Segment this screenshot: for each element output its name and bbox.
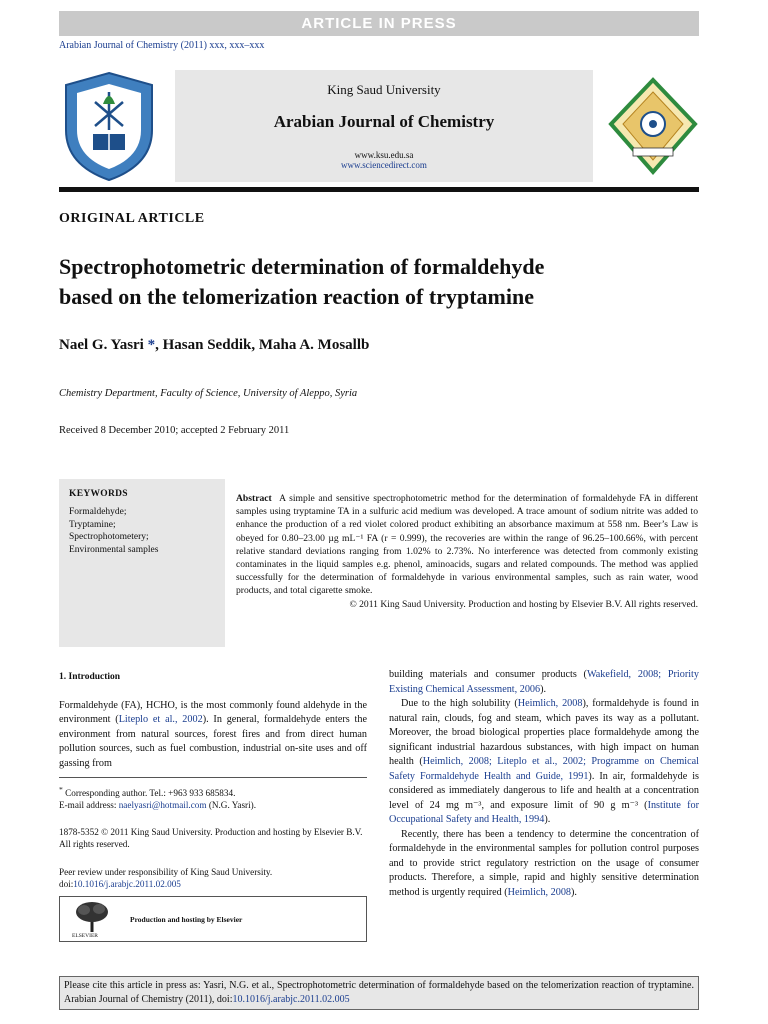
article-in-press-banner: ARTICLE IN PRESS: [59, 11, 699, 36]
elsevier-logo-text: ELSEVIER: [72, 933, 98, 939]
citation-doi-link[interactable]: 10.1016/j.arabjc.2011.02.005: [232, 994, 350, 1005]
citation-box: [59, 976, 699, 1010]
citation-link[interactable]: Heimlich, 2008: [517, 698, 583, 709]
peer-review-text: Peer review under responsibility of King Saud University.: [59, 867, 273, 877]
text-run: ).: [544, 814, 551, 825]
authors: [59, 337, 369, 354]
ksu-logo: [59, 70, 159, 182]
footnote-corresponding: * Corresponding author. Tel.: +963 933 685834.: [59, 785, 236, 799]
citation-link[interactable]: Institute for Occupational Safety and Health, 1994: [389, 799, 699, 825]
other-authors: , Hasan Seddik, Maha A. Mosallb: [155, 337, 370, 353]
keyword-item: Environmental samples: [69, 544, 159, 555]
citation-link[interactable]: Heimlich, 2008: [507, 886, 572, 898]
email-after: (N.G. Yasri).: [206, 800, 257, 811]
email-label: E-mail address:: [59, 800, 119, 811]
text-run: ), formaldehyde is found in natural rain, clouds, fog and steam, which paves its way as a pollutant. Moreover, the broad biological properties place formaldehyde among the significant industrial hazardous substances, with high impact on human health (: [389, 698, 699, 767]
text-run: building materials and consumer products (: [389, 669, 587, 680]
chemical-society-logo: [607, 76, 699, 176]
text-run: Recently, there has been a tendency to determine the concentration of formaldehyde in the environmental samples for pollution control purposes and to provide strict regulatory restriction on the usage of consumer products. Therefore, a simple, rapid and highly sensitive determination method is urgently required (: [389, 828, 699, 898]
abstract: [236, 492, 698, 611]
keyword-item: Spectrophotometery;: [69, 532, 149, 542]
masthead: [59, 70, 699, 188]
abstract-copyright: © 2011 King Saud University. Production and hosting by Elsevier B.V. All rights reserved.: [349, 598, 698, 610]
title-line-2: based on the telomerization reaction of tryptamine: [59, 284, 534, 309]
footnote-email: [59, 799, 367, 811]
author-1: Nael G. Yasri: [59, 337, 144, 353]
keyword-item: Formaldehyde;: [69, 507, 127, 517]
journal-reference[interactable]: Arabian Journal of Chemistry (2011) xxx, xxx–xxx: [59, 40, 265, 51]
citation-link[interactable]: Wakefield, 2008; Priority Existing Chemical Assessment, 2006: [389, 669, 699, 695]
footnote-rule: [59, 777, 367, 778]
journal-name: Arabian Journal of Chemistry: [273, 112, 495, 131]
corresponding-author-mark[interactable]: *: [143, 337, 156, 353]
text-run: ). In general, formaldehyde enters the environment from natural sources, forest fires and from direct human pollution sources, such as fuel combustion, industrial on-site uses and off gassing from: [59, 714, 367, 769]
citation-text: Please cite this article in press as: Yasri, N.G. et al., Spectrophotometric determination of formaldehyde based on the telomerization reaction of tryptamine. Arabian Journal of Chemistry (2011), doi:: [64, 980, 694, 1005]
peer-review-note: [59, 866, 367, 890]
text-run: Formaldehyde (FA), HCHO, is the most commonly found aldehyde in the environment (: [59, 699, 367, 725]
intro-paragraph-1: [59, 699, 367, 772]
university-name: King Saud University: [327, 82, 441, 97]
paragraph: [389, 668, 699, 697]
issn-copyright: 1878-5352 © 2011 King Saud University. Production and hosting by Elsevier B.V. All rights reserved.: [59, 827, 363, 849]
title-line-1: Spectrophotometric determination of formaldehyde: [59, 254, 545, 279]
left-column: [59, 670, 367, 771]
right-column: [389, 668, 699, 900]
abstract-text: A simple and sensitive spectrophotometric method for the determination of formaldehyde FA in different samples using tryptamine TA in a sulfuric acid medium was developed. A trace amount of sodium nitrite was added to enhance the production of a red violet colored product exhibiting an absorbance maximum at 558 nm. Beer’s Law is obeyed for 0.80–23.00 µg mL⁻¹ FA (r = 0.999), the recoveries are within the range of 96.25–100.66%, with percent relative standard deviations ranging from 1.02% to 2.73%. No interference was detected from commonly existing contaminates in the liquid samples e.g. phenol, aminoacids, sugars and related compounds. The method was applied successfully for the determination of formaldehyde in various environmental samples, such as rain water, wood products, and total cigarette smoke.: [236, 493, 699, 597]
ksu-url[interactable]: www.ksu.edu.sa: [354, 150, 414, 160]
sciencedirect-url[interactable]: www.sciencedirect.com: [341, 160, 427, 170]
text-run: ). In air, formaldehyde is considered as immediately dangerous to life and health at a concentration level of 24 mg m⁻³, and exposure limit of 90 g m⁻³ (: [389, 770, 699, 811]
abstract-label: Abstract: [236, 493, 272, 504]
corresponding-footnote: [59, 784, 367, 811]
article-title: [59, 252, 699, 312]
email-link[interactable]: naelyasri@hotmail.com: [118, 800, 207, 811]
doi-label: doi:: [59, 879, 74, 889]
keywords-box: [59, 479, 225, 647]
doi-link[interactable]: 10.1016/j.arabjc.2011.02.005: [73, 879, 181, 889]
received-dates: Received 8 December 2010; accepted 2 February 2011: [59, 425, 290, 436]
keyword-item: Tryptamine;: [69, 519, 116, 530]
elsevier-hosting-text: Production and hosting by Elsevier: [130, 915, 243, 924]
footnote-text: Corresponding author. Tel.: +963 933 685834.: [65, 788, 236, 799]
text-run: ).: [540, 683, 547, 695]
doi-line: [59, 878, 367, 890]
section-type: ORIGINAL ARTICLE: [59, 211, 205, 226]
elsevier-tree-logo: [72, 900, 112, 934]
citation-link[interactable]: Heimlich, 2008; Liteplo et al., 2002; Programme on Chemical Safety Formaldehyde Health and Guide, 1991: [389, 756, 699, 782]
affiliation: Chemistry Department, Faculty of Science, University of Aleppo, Syria: [59, 388, 358, 399]
text-run: Due to the high solubility (: [401, 698, 518, 709]
introduction-heading: 1. Introduction: [59, 672, 121, 682]
masthead-center: [175, 70, 593, 182]
elsevier-box: [59, 896, 367, 942]
citation-link[interactable]: Liteplo et al., 2002: [118, 714, 203, 725]
paragraph: [389, 828, 699, 901]
paragraph: [389, 697, 699, 828]
masthead-rule: [59, 187, 699, 192]
keywords-title: KEYWORDS: [69, 489, 128, 499]
text-run: ).: [571, 886, 577, 898]
